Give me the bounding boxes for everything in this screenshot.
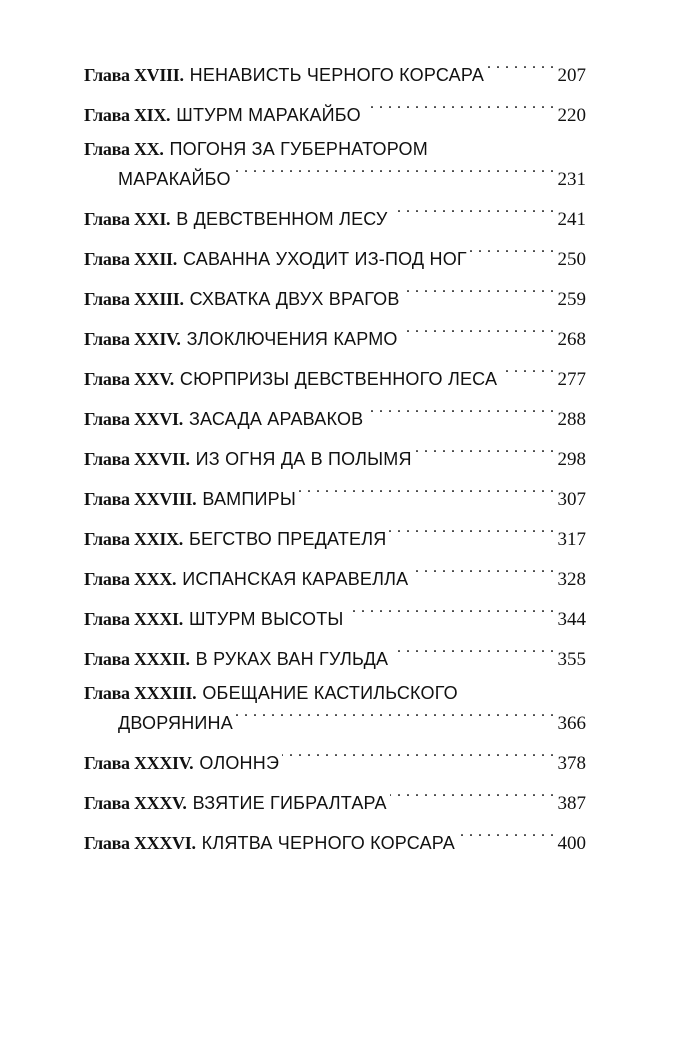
chapter-number: Глава XVIII. xyxy=(84,65,184,85)
chapter-number: Глава XXVI. xyxy=(84,409,183,429)
toc-entry xyxy=(84,441,586,472)
chapter-number: Глава XXX. xyxy=(84,569,177,589)
dot-leader xyxy=(366,401,554,425)
page-number: 259 xyxy=(557,289,586,310)
dot-leader xyxy=(236,705,555,729)
chapter-number: Глава XXXVI. xyxy=(84,833,196,853)
chapter-title: ШТУРМ МАРАКАЙБО xyxy=(176,105,361,125)
toc-entry xyxy=(84,825,586,856)
dot-leader xyxy=(458,825,554,849)
page-number: 307 xyxy=(557,489,586,510)
chapter-number: Глава XXIV. xyxy=(84,329,181,349)
dot-leader xyxy=(411,561,554,585)
chapter-title: В РУКАХ ВАН ГУЛЬДА xyxy=(195,649,389,669)
page-number: 277 xyxy=(557,369,586,390)
chapter-number: Глава XXXI. xyxy=(84,609,183,629)
toc-entry xyxy=(84,137,586,192)
page-number: 366 xyxy=(557,713,586,734)
chapter-title: ОЛОННЭ xyxy=(199,753,280,773)
chapter-title: ВЗЯТИЕ ГИБРАЛТАРА xyxy=(192,793,387,813)
chapter-number: Глава XX. xyxy=(84,139,164,159)
toc-entry xyxy=(84,57,586,88)
chapter-title-continuation: ДВОРЯНИНА xyxy=(118,713,233,733)
dot-leader xyxy=(403,281,555,305)
toc-entry xyxy=(84,481,586,512)
dot-leader xyxy=(391,641,554,665)
chapter-number: Глава XXXIII. xyxy=(84,683,197,703)
chapter-number: Глава XXXIV. xyxy=(84,753,194,773)
dot-leader xyxy=(470,241,555,265)
dot-leader xyxy=(500,361,554,385)
toc-entry xyxy=(84,521,586,552)
chapter-title: ОБЕЩАНИЕ КАСТИЛЬСКОГО xyxy=(202,683,458,703)
dot-leader xyxy=(401,321,555,345)
toc-entry xyxy=(84,785,586,816)
chapter-title: САВАННА УХОДИТ ИЗ-ПОД НОГ xyxy=(182,249,467,269)
page-number: 207 xyxy=(557,65,586,86)
dot-leader xyxy=(282,745,554,769)
chapter-title: СХВАТКА ДВУХ ВРАГОВ xyxy=(189,289,400,309)
chapter-number: Глава XXI. xyxy=(84,209,171,229)
page-number: 231 xyxy=(557,169,586,190)
chapter-title: ИЗ ОГНЯ ДА В ПОЛЫМЯ xyxy=(195,449,412,469)
chapter-number: Глава XXII. xyxy=(84,249,177,269)
page-number: 355 xyxy=(557,649,586,670)
table-of-contents xyxy=(84,57,586,865)
chapter-title: ПОГОНЯ ЗА ГУБЕРНАТОРОМ xyxy=(169,139,428,159)
page-number: 288 xyxy=(557,409,586,430)
chapter-title: БЕГСТВО ПРЕДАТЕЛЯ xyxy=(188,529,387,549)
chapter-number: Глава XXXII. xyxy=(84,649,190,669)
chapter-title: ВАМПИРЫ xyxy=(202,489,296,509)
toc-entry xyxy=(84,401,586,432)
page-number: 328 xyxy=(557,569,586,590)
dot-leader xyxy=(347,601,555,625)
toc-entry xyxy=(84,281,586,312)
chapter-title: КЛЯТВА ЧЕРНОГО КОРСАРА xyxy=(201,833,456,853)
chapter-number: Глава XIX. xyxy=(84,105,171,125)
page-number: 344 xyxy=(557,609,586,630)
chapter-title: НЕНАВИСТЬ ЧЕРНОГО КОРСАРА xyxy=(189,65,485,85)
page-number: 298 xyxy=(557,449,586,470)
chapter-title: В ДЕВСТВЕННОМ ЛЕСУ xyxy=(176,209,388,229)
chapter-title: ЗАСАДА АРАВАКОВ xyxy=(188,409,364,429)
chapter-number: Глава XXIII. xyxy=(84,289,184,309)
dot-leader xyxy=(390,785,555,809)
page-number: 317 xyxy=(557,529,586,550)
dot-leader xyxy=(487,57,554,81)
chapter-title: ИСПАНСКАЯ КАРАВЕЛЛА xyxy=(182,569,409,589)
page-number: 220 xyxy=(557,105,586,126)
toc-entry xyxy=(84,97,586,128)
toc-entry xyxy=(84,321,586,352)
toc-entry xyxy=(84,601,586,632)
chapter-number: Глава XXIX. xyxy=(84,529,183,549)
toc-entry xyxy=(84,745,586,776)
page-number: 268 xyxy=(557,329,586,350)
chapter-title: ШТУРМ ВЫСОТЫ xyxy=(188,609,344,629)
toc-entry xyxy=(84,201,586,232)
page-number: 387 xyxy=(557,793,586,814)
toc-entry xyxy=(84,241,586,272)
toc-entry xyxy=(84,641,586,672)
chapter-number: Глава XXVII. xyxy=(84,449,190,469)
dot-leader xyxy=(389,521,554,545)
chapter-number: Глава XXVIII. xyxy=(84,489,197,509)
toc-entry xyxy=(84,681,586,736)
page-number: 241 xyxy=(557,209,586,230)
chapter-number: Глава XXV. xyxy=(84,369,174,389)
page-number: 378 xyxy=(557,753,586,774)
dot-leader xyxy=(234,161,555,185)
chapter-title-continuation: МАРАКАЙБО xyxy=(118,169,231,189)
dot-leader xyxy=(391,201,555,225)
dot-leader xyxy=(364,97,555,121)
chapter-number: Глава XXXV. xyxy=(84,793,187,813)
page-number: 400 xyxy=(557,833,586,854)
toc-entry xyxy=(84,561,586,592)
dot-leader xyxy=(415,441,555,465)
toc-entry xyxy=(84,361,586,392)
page-number: 250 xyxy=(557,249,586,270)
dot-leader xyxy=(299,481,555,505)
chapter-title: СЮРПРИЗЫ ДЕВСТВЕННОГО ЛЕСА xyxy=(179,369,498,389)
chapter-title: ЗЛОКЛЮЧЕНИЯ КАРМО xyxy=(186,329,398,349)
